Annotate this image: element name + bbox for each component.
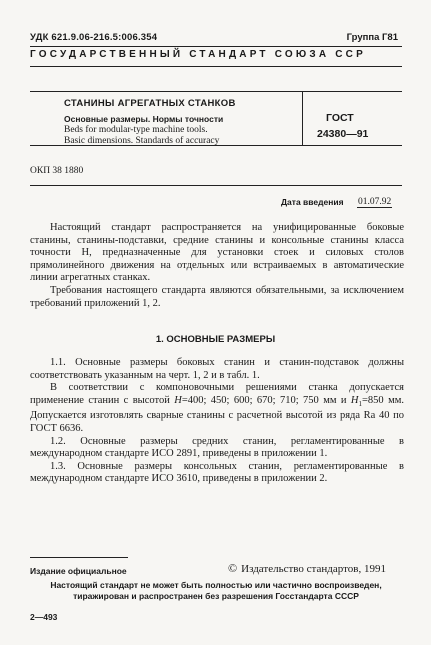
- alt-text-b: =400; 450; 600; 670; 710; 750 мм и: [181, 394, 351, 406]
- page-number: 2—493: [30, 612, 58, 622]
- english-title-line-2: Basic dimensions. Standards of accuracy: [64, 136, 220, 146]
- alt-text-a: В соответствии с компоновочными решениями станка допускается применение станин с высотой: [30, 382, 404, 406]
- paragraph-scope: Настоящий стандарт распространяется на унифицированные боковые станины, станины-подставки, средние станины и консольные станины класса точности Н, предназначенные для установки стоек и силовых столов прямолинейного движения на отдельных или встраиваемых в автоматические линии агрегатных станках.: [30, 222, 404, 284]
- official-edition: Издание официальное: [30, 566, 127, 576]
- top-rule: [30, 46, 402, 47]
- clause-1-2: 1.2. Основные размеры средних станин, регламентированные в международном стандарте ИСО 2891, приведены в приложении 1.: [30, 435, 404, 460]
- scope-text: [30, 222, 404, 310]
- notice-line-2: тиражирован и распространен без разрешения Госстандарта СССР: [73, 590, 359, 601]
- notice-line-1: Настоящий стандарт не может быть полностью или частично воспроизведен,: [50, 580, 382, 590]
- effective-date-label: Дата введения: [281, 197, 344, 207]
- gost-number: 24380—91: [317, 128, 369, 140]
- document-title: СТАНИНЫ АГРЕГАТНЫХ СТАНКОВ: [64, 98, 236, 109]
- okp-code: ОКП 38 1880: [30, 166, 84, 176]
- clause-1-3: 1.3. Основные размеры консольных станин, регламентированные в международном стандарте ИСО 3610, приведены в приложении 2.: [30, 460, 404, 485]
- clause-alternative-heights: [30, 382, 404, 435]
- titleblock-separator: [302, 91, 303, 145]
- reproduction-notice: [20, 580, 412, 601]
- clause-1-1: 1.1. Основные размеры боковых станин и станин-подставок должны соответствовать указанным на черт. 1, 2 и в табл. 1.: [30, 357, 404, 381]
- paragraph-requirements: Требования настоящего стандарта являются обязательными, за исключением требований приложений 1, 2.: [30, 284, 404, 309]
- english-title-line-1: Beds for modular-type machine tools.: [64, 125, 208, 135]
- banner-rule: [30, 66, 402, 67]
- titleblock-bottom-rule: [30, 145, 402, 146]
- copyright-icon: ©: [228, 561, 238, 575]
- group-code: Группа Г81: [346, 32, 398, 43]
- english-title: [64, 125, 294, 147]
- symbol-h1-subscript: 1: [358, 399, 362, 408]
- alt-text-c: =850 мм. Допускается изготовлять сварные станины с расчетной высотой из ряда Ra 40 по ГОСТ 6636.: [30, 394, 404, 435]
- okp-rule: [30, 185, 402, 186]
- document-subtitle: Основные размеры. Нормы точности: [64, 114, 224, 124]
- section-heading: 1. ОСНОВНЫЕ РАЗМЕРЫ: [155, 334, 276, 345]
- section-body: [30, 357, 404, 486]
- gost-label: ГОСТ: [326, 112, 354, 124]
- effective-date-value: 01.07.92: [358, 197, 392, 207]
- standard-banner: ГОСУДАРСТВЕННЫЙ СТАНДАРТ СОЮЗА ССР: [30, 49, 366, 60]
- titleblock-top-rule: [30, 91, 402, 92]
- copyright-text: Издательство стандартов, 1991: [241, 563, 386, 575]
- footer-rule: [30, 557, 128, 558]
- copyright-line: [228, 561, 386, 576]
- symbol-h1: H: [350, 394, 359, 406]
- udk-code: УДК 621.9.06-216.5:006.354: [30, 32, 158, 43]
- symbol-h: H: [174, 394, 182, 406]
